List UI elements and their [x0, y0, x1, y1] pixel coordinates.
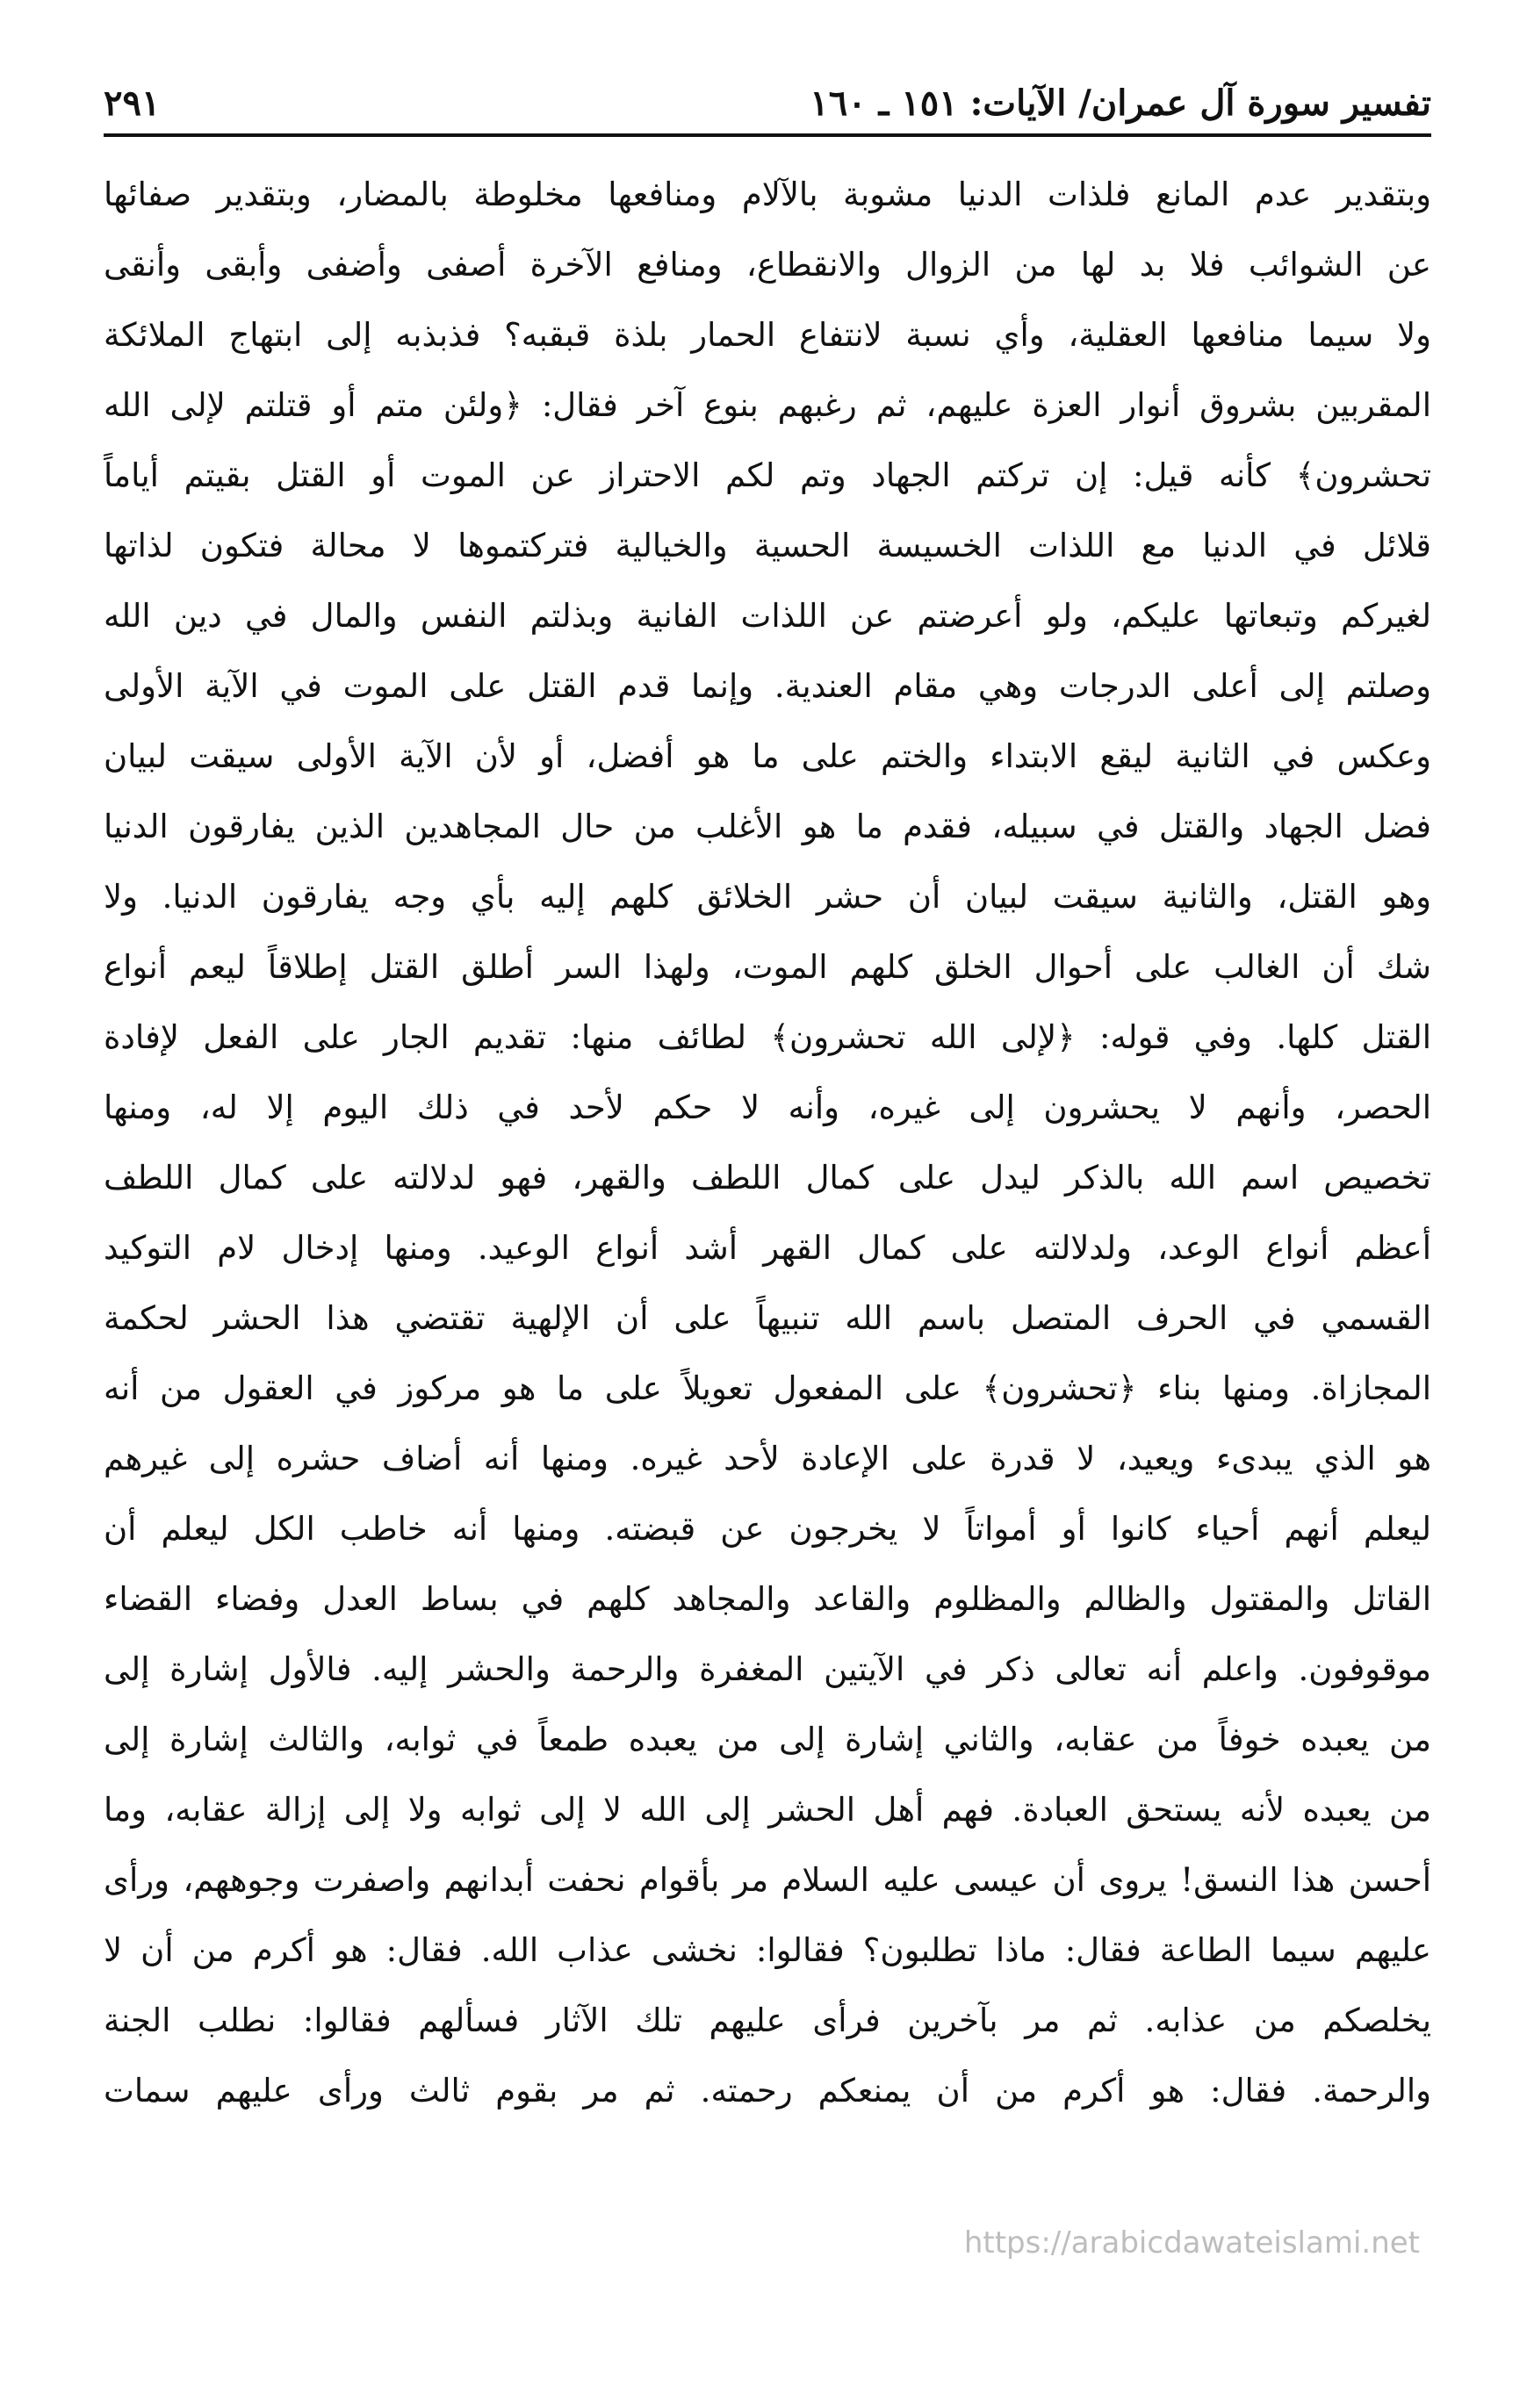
text-line: القتل كلها. وفي قوله: ﴿لإلى الله تحشرون﴾ لطائف منها: تقديم الجار على الفعل لإفادة: [104, 1018, 1431, 1056]
text-line: وهو القتل، والثانية سيقت لبيان أن حشر الخلائق كلهم إليه بأي وجه يفارقون الدنيا. ولا: [104, 878, 1431, 916]
text-line: أعظم أنواع الوعد، ولدلالته على كمال القهر أشد أنواع الوعيد. ومنها إدخال لام التوكيد: [104, 1229, 1431, 1267]
text-line: تخصيص اسم الله بالذكر ليدل على كمال اللطف والقهر، فهو لدلالته على كمال اللطف: [104, 1159, 1431, 1197]
text-line: موقوفون. واعلم أنه تعالى ذكر في الآيتين المغفرة والرحمة والحشر إليه. فالأول إشارة إلى: [104, 1650, 1431, 1688]
text-line: المقربين بشروق أنوار العزة عليهم، ثم رغبهم بنوع آخر فقال: ﴿ولئن متم أو قتلتم لإلى الله: [104, 386, 1431, 424]
text-line: المجازاة. ومنها بناء ﴿تحشرون﴾ على المفعول تعويلاً على ما هو مركوز في العقول من أنه: [104, 1369, 1431, 1407]
text-line: أحسن هذا النسق! يروى أن عيسى عليه السلام مر بأقوام نحفت أبدانهم واصفرت وجوههم، ورأى: [104, 1861, 1431, 1899]
text-line: من يعبده خوفاً من عقابه، والثاني إشارة إلى من يعبده طمعاً في ثوابه، والثالث إشارة إلى: [104, 1721, 1431, 1758]
text-line: الحصر، وأنهم لا يحشرون إلى غيره، وأنه لا حكم لأحد في ذلك اليوم إلا له، ومنها: [104, 1089, 1431, 1126]
text-line: من يعبده لأنه يستحق العبادة. فهم أهل الحشر إلى الله لا إلى ثوابه ولا إلى إزالة عقابه، وما: [104, 1791, 1431, 1829]
text-line: وصلتم إلى أعلى الدرجات وهي مقام العندية. وإنما قدم القتل على الموت في الآية الأولى: [104, 667, 1431, 705]
text-line: وبتقدير عدم المانع فلذات الدنيا مشوبة بالآلام ومنافعها مخلوطة بالمضار، وبتقدير صفائها: [104, 176, 1431, 213]
text-line: قلائل في الدنيا مع اللذات الخسيسة الحسية والخيالية فتركتموها لا محالة فتكون لذاتها: [104, 527, 1431, 564]
text-line: عن الشوائب فلا بد لها من الزوال والانقطاع، ومنافع الآخرة أصفى وأضفى وأبقى وأنقى: [104, 246, 1431, 284]
page-number: ٢٩١: [104, 83, 161, 124]
website-watermark: https://arabicdawateislami.net: [963, 2225, 1420, 2261]
text-line: عليهم سيما الطاعة فقال: ماذا تطلبون؟ فقالوا: نخشى عذاب الله. فقال: هو أكرم من أن لا: [104, 1931, 1431, 1969]
text-line: وعكس في الثانية ليقع الابتداء والختم على ما هو أفضل، أو لأن الآية الأولى سيقت لبيان: [104, 737, 1431, 775]
text-line: يخلصكم من عذابه. ثم مر بآخرين فرأى عليهم تلك الآثار فسألهم فقالوا: نطلب الجنة: [104, 2002, 1431, 2039]
text-line: هو الذي يبدىء ويعيد، لا قدرة على الإعادة لأحد غيره. ومنها أنه أضاف حشره إلى غيرهم: [104, 1440, 1431, 1477]
page-header: [104, 70, 1431, 137]
text-line: ولا سيما منافعها العقلية، وأي نسبة لانتفاع الحمار بلذة قبقبه؟ فذبذبه إلى ابتهاج الملائكة: [104, 316, 1431, 354]
text-line: شك أن الغالب على أحوال الخلق كلهم الموت، ولهذا السر أطلق القتل إطلاقاً ليعم أنواع: [104, 948, 1431, 986]
text-line: القاتل والمقتول والظالم والمظلوم والقاعد والمجاهد كلهم في بساط العدل وفضاء القضاء: [104, 1580, 1431, 1618]
text-line: القسمي في الحرف المتصل باسم الله تنبيهاً على أن الإلهية تقتضي هذا الحشر لحكمة: [104, 1299, 1431, 1337]
text-line: ليعلم أنهم أحياء كانوا أو أمواتاً لا يخرجون عن قبضته. ومنها أنه خاطب الكل ليعلم أن: [104, 1510, 1431, 1548]
body-text: [104, 160, 1431, 2126]
text-line: لغيركم وتبعاتها عليكم، ولو أعرضتم عن اللذات الفانية وبذلتم النفس والمال في دين الله: [104, 597, 1431, 635]
text-line: فضل الجهاد والقتل في سبيله، فقدم ما هو الأغلب من حال المجاهدين الذين يفارقون الدنيا: [104, 808, 1431, 845]
running-title: تفسير سورة آل عمران/ الآيات: ١٥١ ـ ١٦٠: [810, 83, 1431, 124]
text-line: تحشرون﴾ كأنه قيل: إن تركتم الجهاد وتم لكم الاحتراز عن الموت أو القتل بقيتم أياماً: [104, 456, 1431, 494]
text-line: والرحمة. فقال: هو أكرم من أن يمنعكم رحمته. ثم مر بقوم ثالث ورأى عليهم سمات: [104, 2072, 1431, 2110]
